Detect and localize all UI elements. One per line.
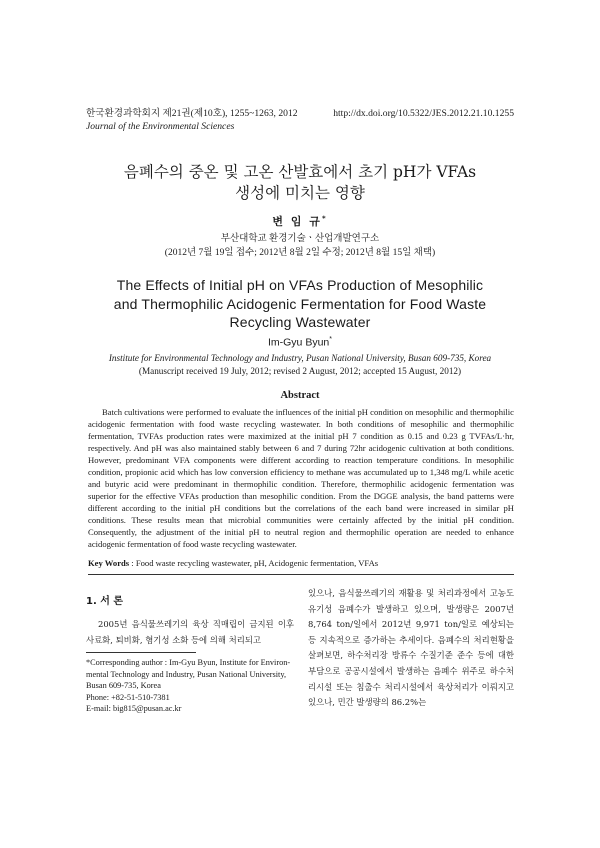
english-title-line-1: The Effects of Initial pH on VFAs Production of Mesophilic: [116, 277, 484, 293]
footnote-email[interactable]: E-mail: big815@pusan.ac.kr: [86, 704, 182, 714]
english-author-name: Im-Gyu Byun: [267, 336, 330, 349]
korean-author-mark: *: [321, 214, 328, 223]
corresponding-author-footnote: [86, 657, 296, 715]
intro-paragraph-right: 있으나, 음식물쓰레기의 재활용 및 처리과정에서 고농도 유기성 음폐수가 발생하고 있으며, 발생량은 2007년 8,764 ton/일에서 2012년 9,971 ton/일로 예상되는 등 지속적으로 증가하는 추세이다. 음폐수의 처리현황을 살펴보면, 하수처리장 방류수 수질기준 준수 등에 대한 부담으로 공공시설에서 발생하는 음폐수 위주로 하수처리시설 또는 침출수 처리시설에서 육상처리가 이뤄지고 있으나, 민간 발생량의 86.2%는: [308, 588, 514, 708]
korean-affiliation: 부산대학교 환경기술ㆍ산업개발연구소: [220, 234, 380, 244]
korean-author-name: 변 임 규: [272, 215, 322, 228]
footnote-line-2: mental Technology and Industry, Pusan National University,: [86, 669, 287, 679]
english-author: [0, 336, 600, 349]
abstract-heading: Abstract: [280, 390, 320, 401]
korean-author: [0, 213, 600, 229]
doi-link[interactable]: http://dx.doi.org/10.5322/JES.2012.21.10.1255: [333, 108, 514, 119]
footnote-phone: Phone: +82-51-510-7381: [86, 692, 170, 702]
right-column: [308, 586, 514, 711]
korean-dates: (2012년 7월 19일 접수; 2012년 8월 2일 수정; 2012년 8월 15일 채택): [164, 248, 436, 258]
english-dates: (Manuscript received 19 July, 2012; revised 2 August, 2012; accepted 15 August, 2012): [138, 366, 462, 376]
korean-title-line-2: 생성에 미치는 영향: [235, 184, 365, 202]
keywords-text: : Food waste recycling wastewater, pH, Acidogenic fermentation, VFAs: [129, 558, 379, 568]
left-column: [86, 592, 294, 648]
english-title: [96, 276, 504, 332]
abstract-text: Batch cultivations were performed to evaluate the influences of the initial pH condition on mesophilic and thermophilic acidogenic fermentation with food waste recycling wastewater. In both conditions of mesophilic and thermophilic fermentation, TVFAs production rates were maximized at the initial pH 7 condition as 0.15 and 0.23 g TVFAs/L·hr, respectively. And pH was also maintained stably between 6 and 7 during 72hr acidogenic cultivation at both conditions. However, predominant VFA components were different according to reaction temperature conditions. In mesophilic condition, propionic acid which has low conversion efficiency to methane was accumulated up to 1,348 mg/L while acetic and butyric acid were predominant in thermophilic condition. Therefore, thermophilic acidogenic fermentation was superior for the effective VFAs production than mesophilic condition. From the DGGE analysis, the band patterns were different according to the initial pH conditions but the correlations of the each band were increased in similar pH conditions. These results mean that microbial communities were certainly affected by the initial pH condition. Consequently, the adjustment of the initial pH to neutral region and thermophilic operation are needed to enhance acidogenic fermentation of food waste recycling wastewater.: [88, 407, 514, 549]
journal-citation-korean: 한국환경과학회지 제21권(제10호), 1255~1263, 2012: [86, 108, 298, 119]
english-title-line-3: Recycling Wastewater: [229, 314, 371, 330]
journal-name: Journal of the Environmental Sciences: [86, 121, 235, 132]
intro-paragraph-left: 2005년 음식물쓰레기의 육상 직매립이 금지된 이후 사료화, 퇴비화, 혐기성 소화 등에 의해 처리되고: [86, 619, 294, 645]
english-title-line-2: and Thermophilic Acidogenic Fermentation for Food Waste: [113, 295, 487, 312]
footnote-line-1: *Corresponding author : Im-Gyu Byun, Institute for Environ-: [86, 658, 291, 667]
english-affiliation: Institute for Environmental Technology and Industry, Pusan National University, Busan 609-735, Korea: [108, 353, 492, 363]
korean-title-line-1: 음폐수의 중온 및 고온 산발효에서 초기 pH가 VFAs: [123, 163, 477, 181]
footnote-divider: [86, 652, 196, 653]
keywords-label: Key Words: [88, 558, 130, 568]
keywords: [88, 558, 514, 568]
english-author-mark: *: [329, 336, 332, 343]
section-divider: [88, 574, 514, 575]
footnote-line-3: Busan 609-735, Korea: [86, 681, 161, 691]
korean-title: [0, 162, 600, 204]
section-heading-introduction: 1. 서 론: [86, 596, 124, 607]
